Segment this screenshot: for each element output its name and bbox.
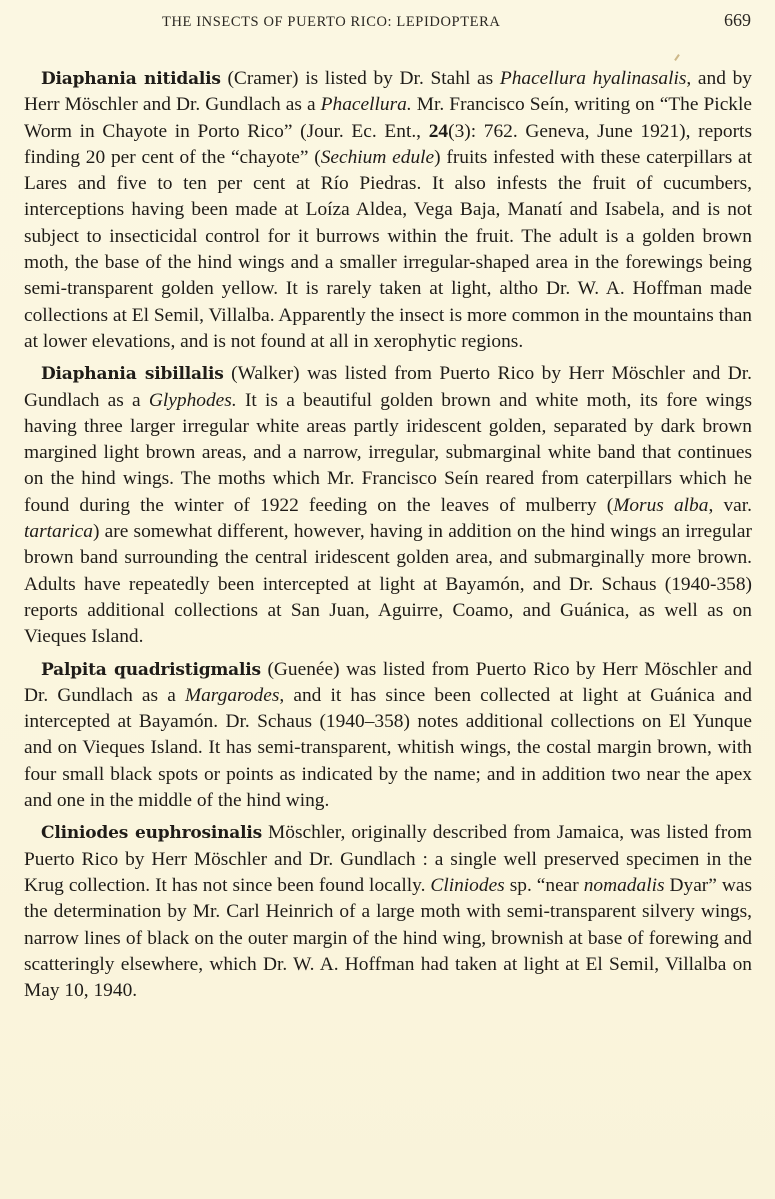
text-run: , and it has since been collected at light at Guánica and intercepted at Bayamón. Dr. Schaus (1940–358) notes additional collections on El Yunque and on Vieques Island. It has semi-transparent, whitish wings, the costal margin brown, with four small black spots or points as indicated by the name; and in addition two near the apex and one in the middle of the hind wing. xyxy=(24,684,752,812)
species-name: Cliniodes euphrosinalis xyxy=(41,823,262,844)
page-number: 669 xyxy=(724,10,751,30)
text-run: sp. “near xyxy=(504,874,584,896)
species-entry-cliniodes-euphrosinalis xyxy=(24,820,752,1004)
text-run: It is a beautiful golden brown and white moth, its fore wings having three larger irregular white areas partly iridescent golden, separated by dark brown margined light brown areas, and a narrow, irregular, submarginal white band that continues on the hind wings. The moths which Mr. Francisco Seín reared from caterpillars which he found during the winter of 1922 feeding on the leaves of mulberry ( xyxy=(24,389,752,516)
volume-number: 24 xyxy=(428,120,449,142)
species-entry-diaphania-nitidalis xyxy=(24,66,752,355)
italic-term: Morus alba xyxy=(613,494,709,516)
italic-term: Margarodes xyxy=(184,684,280,706)
entry-text xyxy=(24,363,752,647)
body-text xyxy=(24,66,752,1010)
entry-text xyxy=(24,659,752,811)
text-run: (3): 762. Geneva, June 1921), reports finding 20 per cent of the “chayote” ( xyxy=(24,120,752,168)
entry-text xyxy=(24,822,752,1001)
italic-term: tartarica xyxy=(24,521,93,543)
species-entry-diaphania-sibillalis xyxy=(24,361,752,650)
species-entry-palpita-quadristigmalis xyxy=(24,657,752,815)
italic-term: Phacellura hyalinasalis xyxy=(499,68,687,89)
text-run: ) are somewhat different, however, having in addition on the hind wings an irregular brown band surrounding the central iridescent golden area, and submarginally more brown. Adults have repeatedly been intercepted at light at Bayamón, and Dr. Schaus (1940-358) reports additional collections at San Juan, Aguirre, Coamo, and Guánica, as well as on Vieques Island. xyxy=(24,521,752,648)
italic-term: Glyphodes. xyxy=(148,389,237,411)
italic-term: nomadalis xyxy=(583,874,665,896)
italic-term: Cliniodes xyxy=(430,874,505,896)
italic-term: Phacellura. xyxy=(320,94,412,116)
paper-speck xyxy=(674,54,680,61)
text-run: , var. xyxy=(708,494,752,516)
text-run: ) fruits infested with these caterpillars at Lares and five to ten per cent at Río Piedras. It also infests the fruit of cucumbers, interceptions having been made at Loíza Aldea, Vega Baja, Manatí and Isabela, and is not subject to insecticidal control for it burrows within the fruit. The adult is a golden brown moth, the base of the hind wings and a smaller irregular-shaped area in the forewings being semi-transparent golden yellow. It is rarely taken at light, altho Dr. W. A. Hoffman made collections at El Semil, Villalba. Apparently the insect is more common in the mountains than at lower elevations, and is not found at all in xerophytic regions. xyxy=(24,146,753,352)
text-run: (Walker) was listed from Puerto Rico by Herr Möschler and Dr. Gundlach as a xyxy=(24,363,752,411)
text-run: Mr. Francisco Seín, writing on “The Pickle Worm in Chayote in Porto Rico” (Jour. Ec. Ent., xyxy=(24,94,752,142)
running-title: THE INSECTS OF PUERTO RICO: LEPIDOPTERA xyxy=(162,14,501,30)
species-name: Diaphania nitidalis xyxy=(41,69,221,89)
text-run: (Guenée) was listed from Puerto Rico by Herr Möschler and Dr. Gundlach as a xyxy=(24,658,753,706)
text-run: Möschler, originally described from Jamaica, was listed from Puerto Rico by Herr Möschler and Dr. Gundlach : a single well preserved specimen in the Krug collection. It has not since been found locally. xyxy=(24,822,752,896)
text-run: (Cramer) is listed by Dr. Stahl as xyxy=(220,68,500,89)
italic-term: Sechium edule xyxy=(320,146,435,168)
species-name: Diaphania sibillalis xyxy=(41,364,224,385)
text-run: , and by Herr Möschler and Dr. Gundlach as a xyxy=(24,68,752,116)
species-name: Palpita quadristigmalis xyxy=(41,659,261,680)
entry-text xyxy=(24,68,752,352)
text-run: Dyar” was the determination by Mr. Carl Heinrich of a large moth with semi-transparent silvery wings, narrow lines of black on the outer margin of the hind wing, brownish at base of forewing and scatteringly elsewhere, which Dr. W. A. Hoffman had taken at light at El Semil, Villalba on May 10, 1940. xyxy=(24,874,752,1002)
